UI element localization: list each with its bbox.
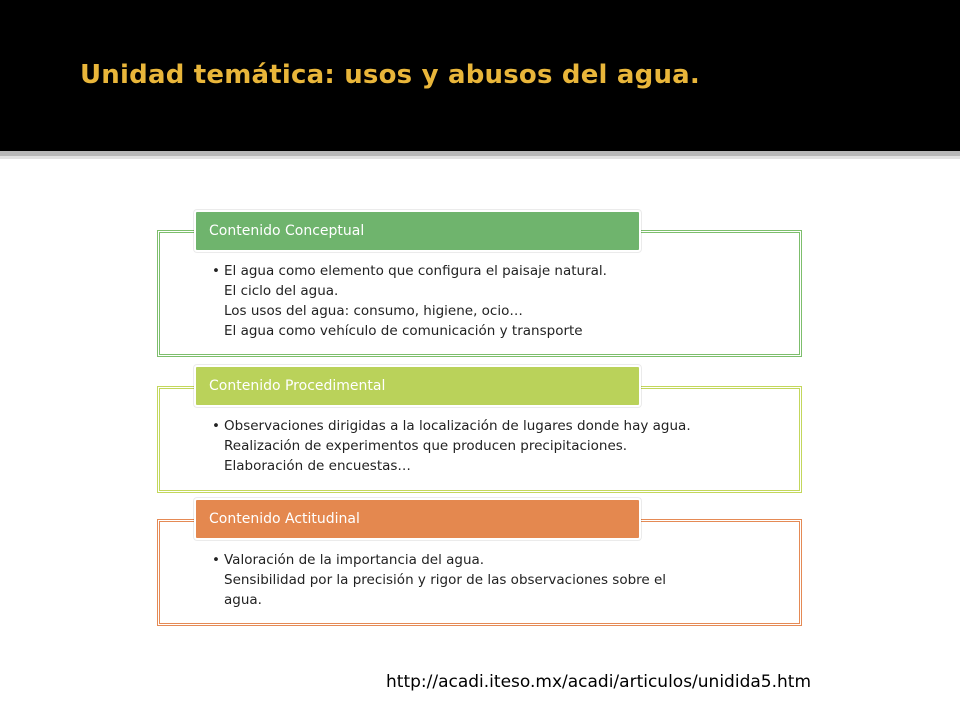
header-divider-light [0,156,960,159]
source-url: http://acadi.iteso.mx/acadi/articulos/unidida5.htm [386,672,811,692]
conceptual-heading: Contenido Conceptual [209,223,365,239]
procedural-heading: Contenido Procedimental [209,378,386,394]
list-item: Sensibilidad por la precisión y rigor de las observaciones sobre el [224,572,667,588]
bullet-icon: • [212,552,220,568]
attitudinal-list [212,550,666,610]
attitudinal-heading-tab [194,498,641,540]
attitudinal-heading: Contenido Actitudinal [209,511,360,527]
list-item: Valoración de la importancia del agua. [224,552,485,568]
list-item: El ciclo del agua. [224,283,339,299]
conceptual-list [212,261,607,341]
bullet-icon: • [212,263,220,279]
list-item: El agua como vehículo de comunicación y transporte [224,323,583,339]
title-bar [0,0,960,151]
procedural-heading-tab [194,365,641,407]
procedural-list [212,416,691,476]
list-item: Elaboración de encuestas… [224,458,411,474]
list-item: El agua como elemento que configura el paisaje natural. [224,263,607,279]
list-item: Realización de experimentos que producen precipitaciones. [224,438,628,454]
list-item: Los usos del agua: consumo, higiene, ocio… [224,303,523,319]
slide-title: Unidad temática: usos y abusos del agua. [80,60,701,90]
list-item: Observaciones dirigidas a la localización de lugares donde hay agua. [224,418,691,434]
conceptual-heading-tab [194,210,641,252]
list-item: agua. [224,592,262,608]
bullet-icon: • [212,418,220,434]
